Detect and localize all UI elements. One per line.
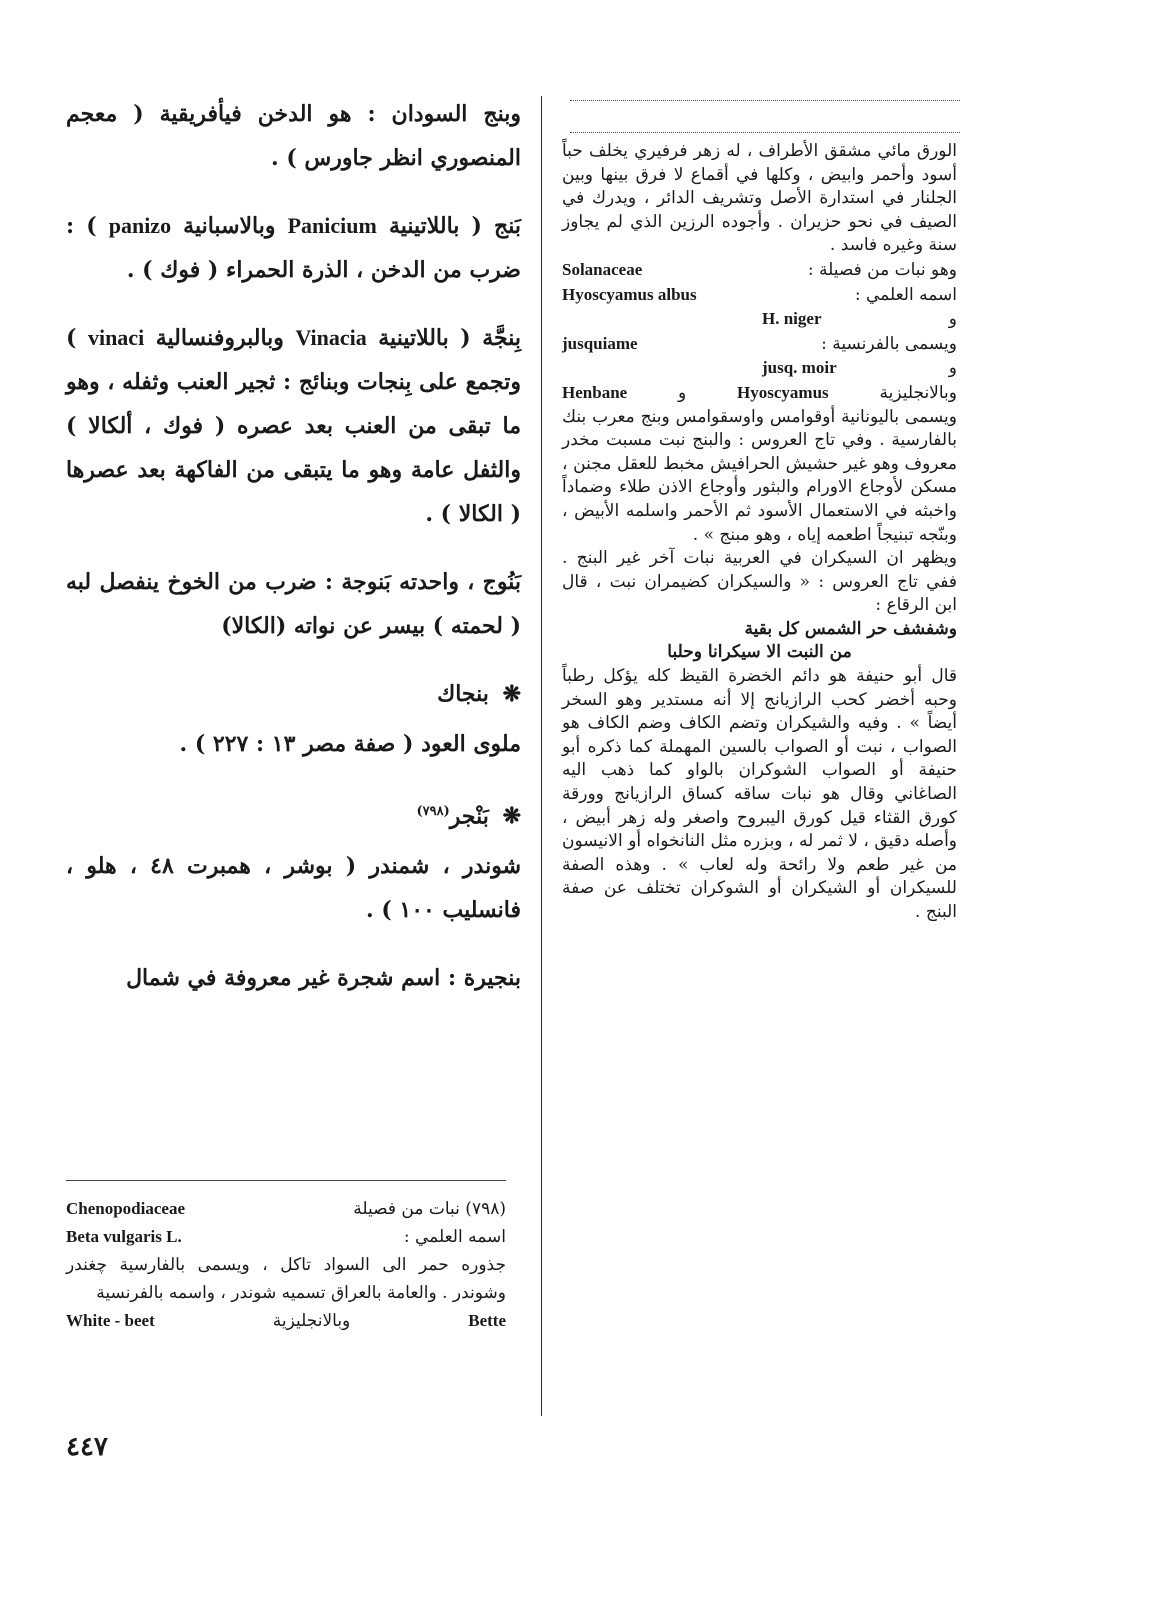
footnote (66, 1195, 506, 1335)
latin-term: Beta vulgaris L. (66, 1227, 182, 1246)
latin-term: Hyoscyamus albus (562, 284, 697, 304)
footnote-text: (٧٩٨) نبات من فصيلة (353, 1199, 506, 1219)
footnote-rule (66, 1180, 506, 1181)
family-line (562, 258, 957, 283)
column-divider (541, 96, 542, 1416)
verse-line-1: وشفشف حر الشمس كل بقية (744, 618, 957, 639)
dotted-rule-top (570, 100, 960, 101)
footnote-text: وبالانجليزية (272, 1311, 351, 1331)
latin-term: jusq. moir (762, 358, 837, 378)
text-segment: و (948, 309, 957, 330)
latin-term: Vinacia (295, 325, 367, 350)
entry-body-banjak: ملوى العود ( صفة مصر ١٣ : ٢٢٧ ) . (179, 731, 521, 757)
footnote-line (66, 1307, 506, 1335)
latin-term: Chenopodiaceae (66, 1199, 185, 1218)
page-number: ٤٤٧ (66, 1432, 108, 1462)
french-name-line (562, 332, 957, 357)
entry-heading: بنجاك (437, 681, 489, 707)
asterisk-icon: ❋ (502, 681, 521, 707)
text-segment: وهو نبات من فصيلة : (807, 259, 957, 280)
text-segment: بِنجَّة ( باللاتينية (378, 325, 521, 351)
entry-heading: بَنْجر (449, 803, 489, 830)
latin-term: panizo (108, 213, 172, 238)
footnote-text: اسمه العلمي : (403, 1227, 506, 1247)
footnote-text: جذوره حمر الى السواد تاكل ، ويسمى بالفارسية چغندر وشوندر . والعامة بالعراق تسميه شوندر ، واسمه بالفرنسية (66, 1255, 506, 1303)
latin-term: Bette (468, 1311, 506, 1330)
right-column (562, 140, 957, 925)
text-segment: ) وتجمع على بِنجات وبنائج : ثجير العنب وثفله ، وهو ما تبقى من العنب بعد عصره ( فوك ، ألكالا ) والثفل عامة وهو ما يتبقى من الفاكهة بعد عصرها ( الكالا ) . (66, 325, 521, 527)
latin-term: White - beet (66, 1311, 155, 1330)
paragraph-banjira: بنجيرة : اسم شجرة غير معروفة في شمال (126, 965, 521, 992)
paragraph-taj-al-arus: ويسمى باليونانية أوقوامس واوسقوامس وبنج معرب بنك بالفارسية . وفي تاج العروس : والبنج نبت مسبت مخدر معروف وهو غير حشيش الحرافيش مخبط للعقل مجنن ، مسكن لأوجاع الاورام والبثور وأوجاع الاذن طلاء وضماداً واخبثه في الاستعمال الأسود ثم الأحمر واسلمه الأبيض ، وبنّجه تبنيجاً اطعمه إياه ، وهو مبنج » . (562, 406, 957, 545)
latin-term: Henbane (562, 382, 628, 402)
latin-term: vinaci (87, 325, 145, 350)
text-segment: و (948, 358, 957, 379)
text-segment: و (678, 382, 687, 403)
latin-term: Panicium (287, 213, 377, 238)
french-name-line-2 (562, 356, 957, 381)
text-segment: ويسمى بالفرنسية : (821, 333, 957, 354)
footnote-line (66, 1223, 506, 1251)
dotted-rule-second (570, 132, 960, 133)
paragraph-banj (66, 204, 521, 292)
scientific-name-line (562, 283, 957, 308)
paragraph-banj-sudan: وبنج السودان : هو الدخن فيأفريقية ( معجم المنصوري انظر جاورس ) . (66, 101, 521, 171)
asterisk-icon: ❋ (502, 803, 521, 830)
left-column (66, 92, 521, 1024)
text-segment: ) : ضرب من الدخن ، الذرة الحمراء ( فوك ) . (66, 213, 521, 283)
text-segment: وبالانجليزية (879, 382, 957, 403)
latin-term: Hyoscyamus (737, 382, 829, 402)
paragraph-abu-hanifa: قال أبو حنيفة هو دائم الخضرة القيظ كله يؤكل رطباً وحبه أخضر كحب الرازيانج إلا أنه مستدير وهو السخر أيضاً » . وفيه والشيكران وتضم الكاف وضم الكاف هو الصواب ، نبت أو الصواب بالسين المهملة كما ذكره أبو حنيفة أو الصواب الشوكران بالواو كما ذهب اليه الصاغاني وقال هو نبات ساقه كساق الرازيانج وورقة كورق القثاء قيل كورق اليبروح واصغر وله زهر أبيض ، وأصله دقيق ، لا ثمر له ، وبزره مثل النانخواه أو الانيسون من غير طعم ولا رائحة وله لعاب » . وهذه الصفة للسيكران أو الشيكران أو الشوكران تختلف عن صفة البنج . (562, 666, 957, 922)
latin-term: Solanaceae (562, 259, 643, 279)
paragraph-sikran: ويظهر ان السيكران في العربية نبات آخر غير البنج . ففي تاج العروس : « والسيكران كضيمران نبت ، قال ابن الرقاع : (562, 548, 957, 616)
paragraph-description: الورق مائي مشقق الأطراف ، له زهر فرفيري يخلف حباً أسود وأحمر وابيض ، وكلها في أقماع لا فرق بينها وبين الجلنار في استدارة الأصل وتشريف الدائر ، ويدرك في الصيف في نحو حزيران . وأجوده الرزين الذي لم يجاوز سنة وغيره فاسد . (562, 141, 957, 256)
latin-term: jusquiame (562, 333, 638, 353)
latin-term: H. niger (762, 309, 822, 329)
text-segment: وبالاسبانية (183, 213, 276, 239)
scientific-name-line-2 (562, 307, 957, 332)
verse-line-2: من النبت الا سيكرانا وحلبا (667, 642, 852, 663)
text-segment: بَنج ( باللاتينية (388, 213, 521, 239)
entry-head-banjak (66, 672, 521, 716)
paragraph-binja (66, 316, 521, 536)
entry-body-banjar: شوندر ، شمندر ( بوشر ، همبرت ٤٨ ، هلو ، فانسليب ١٠٠ ) . (66, 853, 521, 924)
paragraph-banuj: بَنُوج ، واحدته بَنوجة : ضرب من الخوخ ينفصل لبه ( لحمته ) بيسر عن نواته (الكالا) (66, 569, 521, 639)
footnote-ref: (٧٩٨) (416, 804, 450, 819)
english-name-line (562, 381, 957, 406)
text-segment: وبالبروفنسالية (155, 325, 284, 351)
footnote-line (66, 1195, 506, 1223)
entry-head-banjar (66, 790, 521, 838)
text-segment: اسمه العلمي : (854, 284, 957, 305)
